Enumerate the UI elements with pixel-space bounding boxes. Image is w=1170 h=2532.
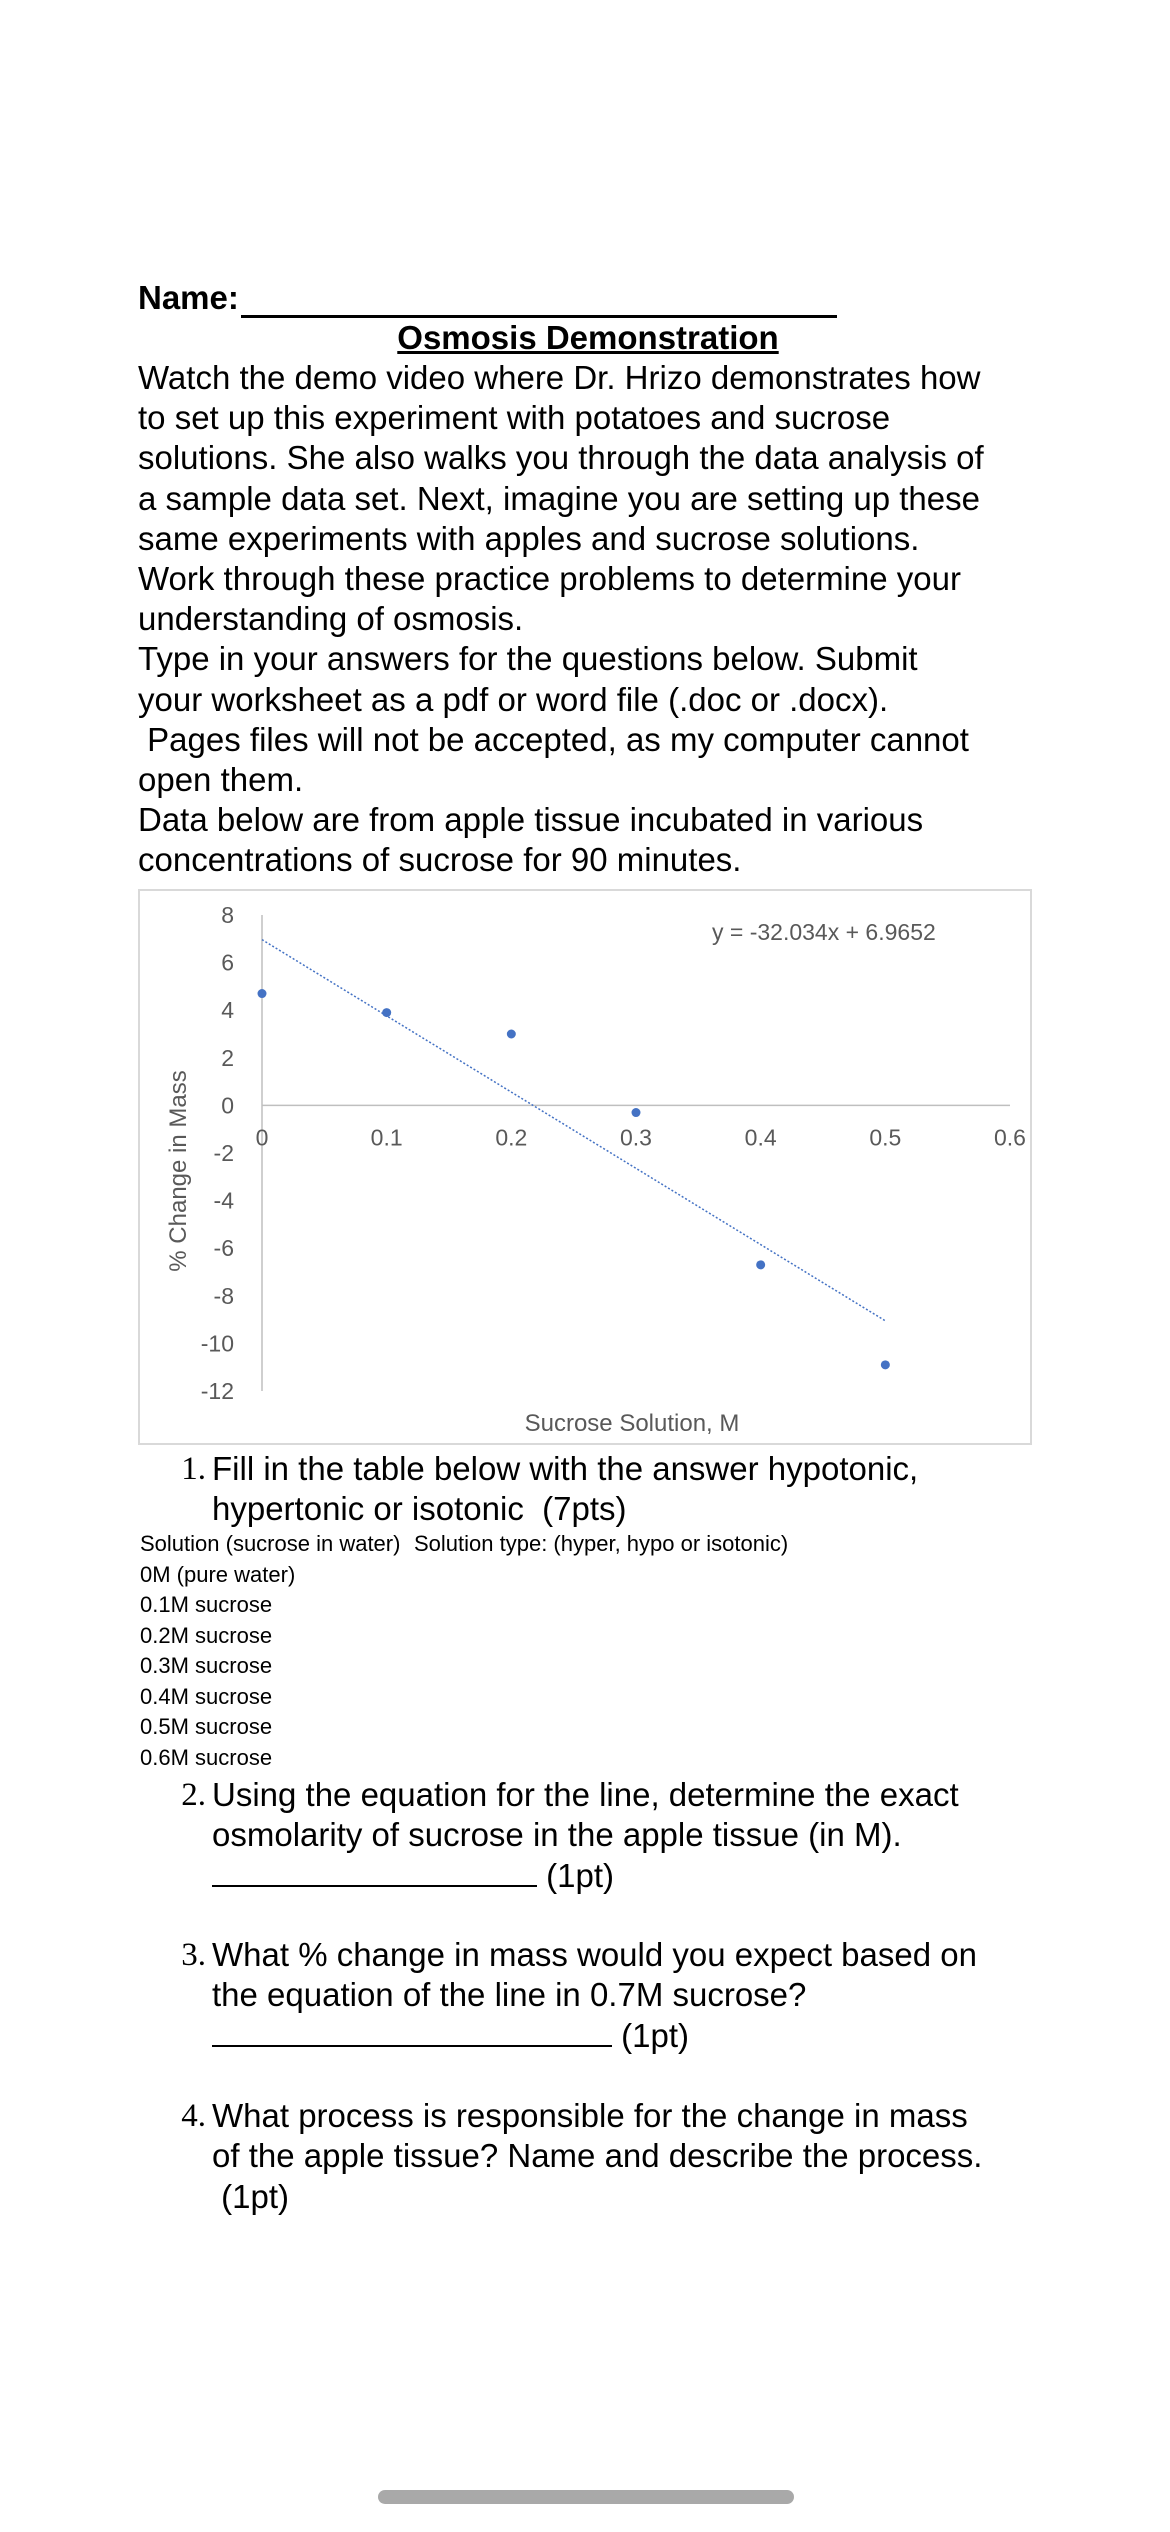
answer-cell[interactable] xyxy=(414,1651,790,1682)
table-row xyxy=(140,1621,790,1652)
x-tick-label: 0.1 xyxy=(370,1124,403,1151)
x-tick-label: 0.6 xyxy=(994,1124,1026,1151)
y-tick-label: -8 xyxy=(213,1282,234,1309)
x-tick-label: 0 xyxy=(255,1124,269,1151)
question-text: What process is responsible for the change in mass xyxy=(212,2097,968,2135)
x-tick-label: 0.2 xyxy=(495,1124,528,1151)
intro-line: Watch the demo video where Dr. Hrizo demonstrates how xyxy=(138,359,981,396)
solution-cell: 0.1M sucrose xyxy=(140,1592,273,1618)
answer-cell[interactable] xyxy=(414,1590,790,1621)
y-tick-label: -12 xyxy=(200,1377,234,1404)
table-header-row xyxy=(140,1529,790,1560)
question-4 xyxy=(138,2096,1038,2217)
data-point xyxy=(258,989,267,998)
question-number: 4. xyxy=(181,2098,206,2135)
instructions-line: Pages files will not be accepted, as my computer cannot xyxy=(138,720,969,758)
table-row xyxy=(140,1560,790,1591)
question-text: What % change in mass would you expect based on xyxy=(212,1935,977,1973)
answer-blank[interactable] xyxy=(212,2015,612,2047)
trendline-equation: y = -32.034x + 6.9652 xyxy=(712,918,936,945)
name-blank-line[interactable] xyxy=(241,285,837,318)
question-text: of the apple tissue? Name and describe the process. xyxy=(212,2137,983,2175)
instructions-line: your worksheet as a pdf or word file (.doc or .docx). xyxy=(138,680,889,718)
instructions-line: open them. xyxy=(138,761,304,799)
data-description-line: Data below are from apple tissue incubated in various xyxy=(138,801,924,839)
question-number: 2. xyxy=(181,1777,206,1814)
y-tick-label: -6 xyxy=(213,1234,234,1261)
question-text: Using the equation for the line, determine the exact xyxy=(212,1776,959,1814)
name-label: Name: xyxy=(138,279,239,316)
home-indicator[interactable] xyxy=(378,2490,794,2504)
x-axis-label: Sucrose Solution, M xyxy=(524,1409,740,1437)
solution-cell: 0.5M sucrose xyxy=(140,1714,273,1740)
solution-cell: 0.4M sucrose xyxy=(140,1683,273,1709)
question-3 xyxy=(138,1935,1038,2057)
data-point xyxy=(382,1008,391,1017)
solution-cell: 0.3M sucrose xyxy=(140,1653,273,1679)
x-tick-label: 0.5 xyxy=(869,1124,902,1151)
intro-line: a sample data set. Next, imagine you are setting up these xyxy=(138,479,980,517)
answer-cell[interactable] xyxy=(414,1560,790,1591)
question-2 xyxy=(138,1775,1038,1897)
data-point xyxy=(507,1029,516,1038)
table-row xyxy=(140,1590,790,1621)
y-tick-label: -4 xyxy=(213,1187,234,1214)
intro-line: same experiments with apples and sucrose solutions. xyxy=(138,519,920,557)
data-point xyxy=(881,1360,890,1369)
y-axis-label: % Change in Mass xyxy=(165,1069,192,1272)
y-tick-label: 2 xyxy=(221,1044,234,1071)
worksheet-title: Osmosis Demonstration xyxy=(397,319,779,356)
points-label: (1pt) xyxy=(537,1857,615,1895)
points-label: (1pt) xyxy=(612,2017,690,2055)
column-header: Solution (sucrose in water) xyxy=(140,1531,401,1557)
intro-line: to set up this experiment with potatoes and sucrose xyxy=(138,399,891,437)
instructions-line: Type in your answers for the questions below. Submit xyxy=(138,640,918,678)
solution-cell: 0.2M sucrose xyxy=(140,1622,273,1648)
table-row xyxy=(140,1712,790,1743)
question-1 xyxy=(138,1449,1038,1529)
answer-cell[interactable] xyxy=(414,1682,790,1713)
table-row xyxy=(140,1682,790,1713)
answer-cell[interactable] xyxy=(414,1621,790,1652)
y-tick-label: 6 xyxy=(221,949,234,976)
y-tick-label: 8 xyxy=(221,901,234,928)
question-text: the equation of the line in 0.7M sucrose? xyxy=(212,1975,807,2013)
answer-blank[interactable] xyxy=(212,1855,537,1887)
answer-cell[interactable] xyxy=(414,1712,790,1743)
solution-cell: 0M (pure water) xyxy=(140,1561,296,1587)
question-text: hypertonic or isotonic (7pts) xyxy=(212,1489,627,1527)
osmosis-scatter-chart xyxy=(138,889,1032,1445)
intro-line: Work through these practice problems to determine your xyxy=(138,560,961,598)
chart-canvas xyxy=(140,891,1030,1443)
y-tick-label: -2 xyxy=(213,1139,234,1166)
question-text: Fill in the table below with the answer hypotonic, xyxy=(212,1449,919,1487)
data-description-line: concentrations of sucrose for 90 minutes. xyxy=(138,841,742,879)
answer-cell[interactable] xyxy=(414,1743,790,1774)
name-field-row xyxy=(138,278,1038,318)
y-tick-label: 4 xyxy=(221,996,234,1023)
solution-cell: 0.6M sucrose xyxy=(140,1744,273,1770)
y-tick-label: 0 xyxy=(221,1092,234,1119)
intro-line: solutions. She also walks you through the data analysis of xyxy=(138,439,984,477)
data-point xyxy=(756,1260,765,1269)
points-label: (1pt) xyxy=(212,2177,290,2215)
column-header: Solution type: (hyper, hypo or isotonic) xyxy=(414,1531,789,1557)
question-number: 1. xyxy=(181,1450,206,1487)
worksheet xyxy=(138,278,1038,2217)
intro-paragraph xyxy=(138,358,1038,881)
table-row xyxy=(140,1743,790,1774)
y-tick-label: -10 xyxy=(200,1330,234,1357)
x-tick-label: 0.3 xyxy=(620,1124,652,1151)
x-tick-label: 0.4 xyxy=(744,1124,777,1151)
data-point xyxy=(632,1108,641,1117)
intro-line: understanding of osmosis. xyxy=(138,600,524,638)
trendline xyxy=(262,939,885,1320)
table-row xyxy=(140,1651,790,1682)
question-number: 3. xyxy=(181,1936,206,1973)
solution-table xyxy=(140,1529,790,1773)
question-text: osmolarity of sucrose in the apple tissue (in M). xyxy=(212,1816,902,1854)
